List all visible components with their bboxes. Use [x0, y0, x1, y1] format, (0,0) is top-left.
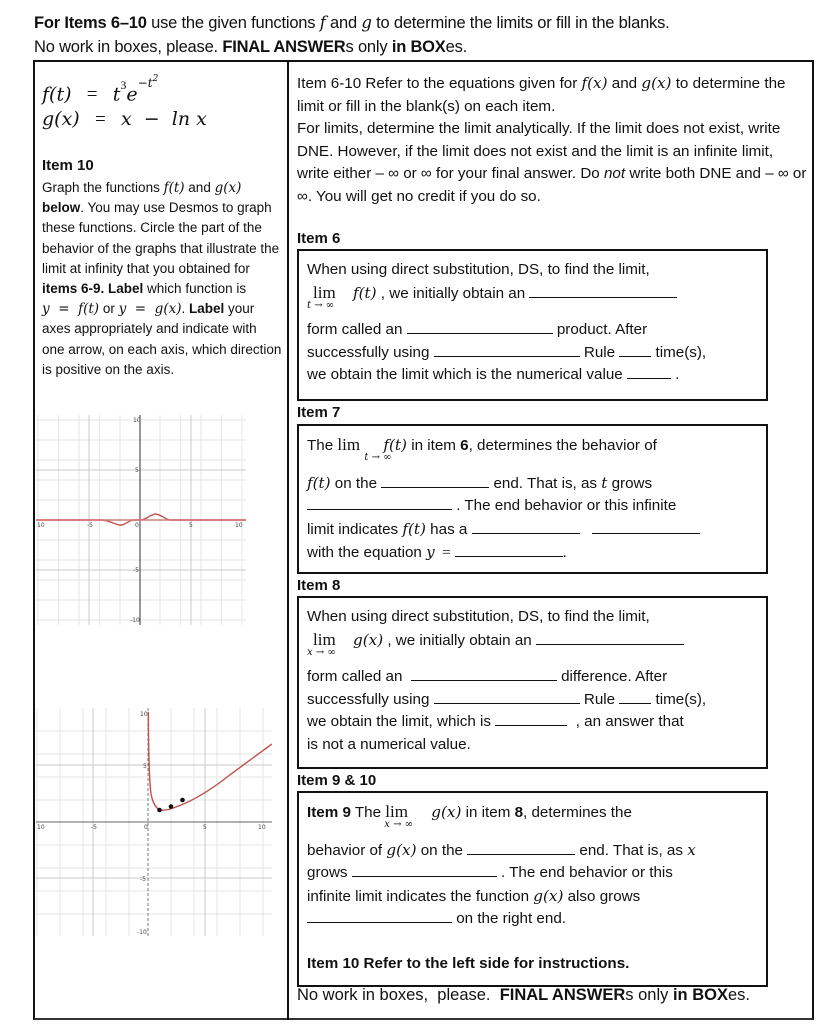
- math-text: 2: [152, 74, 159, 84]
- text: is not a numerical value.: [307, 735, 471, 753]
- blank-rule-name[interactable]: [434, 689, 580, 704]
- text: in item: [406, 437, 461, 454]
- text: time(s),: [651, 690, 707, 708]
- blank-times-count[interactable]: [619, 689, 651, 704]
- item9-10-title: Item 9 & 10: [297, 772, 377, 789]
- text: with the equation: [307, 544, 427, 561]
- header-text: s only: [345, 38, 392, 56]
- text: . You may use Desmos to graph these functions. Circle the part of the behavior of the graphs that illustrate the limit at infinity that you obtained for: [42, 200, 280, 276]
- column-divider: [287, 60, 289, 1020]
- function-g-definition: [42, 108, 207, 131]
- svg-text:0: 0: [135, 522, 139, 529]
- math-text: =: [434, 544, 455, 561]
- text: end. That is, as: [575, 841, 688, 859]
- item7-title: Item 7: [297, 404, 341, 421]
- text: on the right end.: [452, 910, 566, 927]
- item8-title: Item 8: [297, 577, 341, 594]
- text: product. After: [552, 321, 648, 338]
- blank-grows-direction[interactable]: [352, 862, 497, 877]
- svg-text:10: 10: [235, 522, 243, 529]
- text-bold: in BOX: [672, 986, 728, 1004]
- item6-title: Item 6: [297, 230, 341, 247]
- blank-function-grows[interactable]: [307, 908, 452, 923]
- math-text: f(x): [581, 74, 608, 92]
- text: es.: [727, 986, 750, 1004]
- text: and: [607, 75, 642, 92]
- math-text: t: [601, 473, 608, 492]
- math-text: e: [126, 83, 138, 106]
- text-line: [307, 862, 758, 885]
- text-line: [307, 908, 758, 931]
- text: write both DNE and – ∞ or ∞. You will get no credit if you do so.: [297, 165, 807, 205]
- items-intro-instructions: [297, 72, 809, 208]
- svg-text:10: 10: [37, 824, 45, 831]
- limit-subscript: [384, 820, 413, 830]
- text-bold: items 6-9. Label: [42, 281, 144, 297]
- math-text: t: [307, 299, 312, 311]
- text-line: [307, 342, 758, 365]
- function-f-definition: [42, 74, 159, 106]
- blank-limit-value[interactable]: [627, 364, 671, 379]
- text: , determines the behavior of: [468, 437, 657, 454]
- svg-text:-5: -5: [87, 522, 93, 529]
- text-bold: 8: [514, 804, 524, 821]
- lim-operator: lim: [313, 282, 336, 302]
- text: successfully using: [307, 690, 434, 708]
- math-text: → ∞: [389, 819, 413, 830]
- text-bold: below: [42, 200, 81, 216]
- item10-refer-note: Item 10 Refer to the left side for instructions.: [307, 954, 630, 972]
- text: s only: [625, 986, 673, 1004]
- svg-text:-5: -5: [133, 567, 139, 574]
- spacer: [307, 305, 758, 319]
- text: Graph the functions: [42, 180, 164, 195]
- text: behavior of: [307, 841, 387, 859]
- text-line: [307, 541, 758, 565]
- text-line: [307, 885, 758, 909]
- math-f: f: [319, 13, 326, 32]
- g-curve: [148, 712, 272, 810]
- svg-text:0: 0: [144, 824, 148, 831]
- math-text: f(t): [307, 473, 331, 492]
- math-text: =: [94, 109, 106, 130]
- text-line: [307, 472, 758, 496]
- math-text: g(x): [533, 886, 564, 905]
- spacer: [307, 652, 758, 666]
- header-text: es.: [445, 38, 468, 56]
- blank-end-side[interactable]: [381, 473, 489, 488]
- text: .: [670, 366, 680, 383]
- text: Rule: [579, 690, 620, 708]
- text: When using direct substitution, DS, to find the limit,: [307, 261, 650, 278]
- text: , we initially obtain an: [383, 631, 536, 649]
- text: limit indicates: [307, 520, 403, 538]
- header-text: and: [325, 14, 362, 32]
- header-items-range: For Items 6–10: [34, 14, 147, 32]
- text: on the: [330, 474, 382, 492]
- math-text: f(t): [402, 519, 426, 538]
- limit-expression: [307, 629, 353, 658]
- text: or: [99, 301, 119, 317]
- page-header: [34, 11, 824, 59]
- text-bold: Item 9: [307, 804, 351, 821]
- text: For limits, determine the limit analytically. If the limit does not exist, write DNE. However, if the limit does not exist and the limit is an infinite limit, write either – ∞ or ∞ for your final answer. Do: [297, 120, 781, 182]
- limit-subscript: [307, 301, 334, 311]
- limit-subscript: [364, 453, 391, 463]
- math-text: g(x): [42, 108, 80, 130]
- text: successfully using: [307, 343, 434, 361]
- text: in item: [461, 804, 515, 821]
- svg-text:-10: -10: [137, 929, 147, 936]
- text: end. That is, as: [489, 474, 602, 492]
- math-text: y = f(t): [42, 301, 100, 318]
- text: has a: [425, 520, 472, 538]
- item10-instructions: [42, 178, 282, 380]
- header-instructions: [34, 11, 824, 35]
- footer-final-answers-note: [297, 986, 750, 1005]
- item9-answer-box: [297, 791, 768, 987]
- math-text: f(t): [42, 83, 72, 106]
- math-text: t: [112, 83, 121, 106]
- text: form called an: [307, 321, 407, 338]
- text: Rule: [579, 343, 620, 361]
- math-text: → ∞: [368, 452, 392, 463]
- math-text: y = g(x): [118, 301, 182, 318]
- lim-operator: lim: [337, 435, 361, 454]
- text: When using direct substitution, DS, to find the limit,: [307, 608, 650, 625]
- text-bold: FINAL ANSWER: [499, 986, 626, 1004]
- math-text: x: [687, 840, 696, 859]
- text-bold: Label: [189, 301, 225, 317]
- graph-g-svg: [36, 708, 272, 936]
- math-text: f(t): [163, 180, 185, 196]
- math-exponent: [138, 76, 159, 90]
- item7-answer-box: [297, 424, 768, 574]
- text: . The end behavior or this infinite: [452, 497, 677, 514]
- text: infinite limit indicates the function: [307, 887, 534, 905]
- item10-title: Item 10: [42, 157, 94, 174]
- svg-text:5: 5: [143, 763, 147, 770]
- header-bold: in BOX: [391, 38, 446, 56]
- blank-asymptote-type-1[interactable]: [472, 519, 580, 534]
- item9-limit-line: [307, 801, 758, 830]
- text-bold: 6: [460, 437, 469, 454]
- math-text: −t: [137, 76, 153, 90]
- text-italic: not: [603, 165, 626, 182]
- math-text: g(x): [641, 74, 672, 92]
- math-text: x: [307, 646, 313, 658]
- text: , we initially obtain an: [376, 284, 530, 302]
- text: The: [307, 437, 338, 454]
- text: grows: [607, 474, 653, 492]
- text: we obtain the limit, which is: [307, 713, 496, 730]
- text: , an answer that: [567, 713, 684, 730]
- text: .: [181, 301, 189, 317]
- blank-limit-value[interactable]: [495, 711, 567, 726]
- item7-limit-line: [307, 434, 758, 463]
- text-line: [307, 319, 758, 342]
- svg-text:10: 10: [133, 417, 141, 424]
- blank-indeterminate-form[interactable]: [529, 283, 677, 298]
- item6-answer-box: [297, 249, 768, 401]
- svg-text:5: 5: [189, 522, 193, 529]
- svg-text:10: 10: [140, 711, 148, 718]
- lim-operator: lim: [313, 629, 336, 649]
- text: and: [184, 180, 215, 195]
- text-line: [307, 518, 758, 542]
- text-line: [307, 711, 758, 734]
- text: grows: [307, 864, 352, 881]
- svg-text:5: 5: [203, 824, 207, 831]
- blank-rule-name[interactable]: [434, 342, 580, 357]
- svg-text:-10: -10: [130, 617, 140, 624]
- svg-text:-5: -5: [91, 824, 97, 831]
- text: on the: [416, 841, 468, 859]
- text: form called an: [307, 668, 411, 685]
- limit-expression: [337, 434, 392, 463]
- math-text: =: [86, 84, 98, 106]
- math-text: g(x): [431, 803, 462, 821]
- graph-g-of-x: [36, 708, 272, 936]
- spacer: [307, 931, 758, 953]
- text: to determine the limit or fill in the blank(s) on each item.: [297, 75, 786, 115]
- header-bold: FINAL ANSWER: [222, 38, 346, 56]
- text-line: [307, 495, 758, 518]
- lim-operator: lim: [385, 802, 408, 821]
- math-text: y: [426, 543, 435, 561]
- blank-times-count[interactable]: [619, 342, 651, 357]
- math-text: x: [384, 819, 390, 830]
- item6-limit-line: [307, 282, 758, 311]
- text-line: [307, 666, 758, 689]
- text-line: [307, 689, 758, 712]
- blank-indeterminate-form[interactable]: [536, 630, 684, 645]
- text: time(s),: [651, 343, 707, 361]
- svg-text:10: 10: [258, 824, 266, 831]
- math-text: 3: [120, 78, 127, 92]
- text: we obtain the limit which is the numerical value: [307, 366, 627, 383]
- blank-asymptote-equation[interactable]: [455, 542, 563, 557]
- svg-text:10: 10: [37, 522, 45, 529]
- math-text: g(x): [386, 840, 417, 859]
- limit-subscript: [307, 648, 336, 658]
- math-g: g: [361, 13, 372, 32]
- svg-text:-5: -5: [140, 876, 146, 883]
- svg-text:5: 5: [135, 467, 139, 474]
- math-text: t: [364, 452, 369, 463]
- item8-answer-box: [297, 596, 768, 769]
- blank-end-side[interactable]: [467, 840, 575, 855]
- text: also grows: [563, 887, 641, 905]
- text: which function is: [143, 281, 247, 297]
- text-line: [307, 839, 758, 863]
- text: No work in boxes, please.: [297, 986, 500, 1004]
- limit-expression: [384, 801, 431, 830]
- text: , determines the: [523, 804, 632, 821]
- math-text: x − ln x: [120, 108, 207, 130]
- text: your axes appropriately and indicate with one arrow, on each axis, which direction is positive on the axis.: [42, 301, 282, 377]
- math-text: g(x): [353, 630, 384, 649]
- text-line: [307, 364, 758, 387]
- graph-f-of-t: [36, 415, 246, 625]
- spacer: [307, 825, 758, 839]
- limit-expression: [307, 282, 353, 311]
- header-text: to determine the limits or fill in the blanks.: [371, 14, 670, 32]
- blank-form-name[interactable]: [411, 666, 557, 681]
- math-text: f(t): [383, 436, 407, 454]
- text: . The end behavior or this: [496, 864, 673, 881]
- text: Item 6-10 Refer to the equations given for: [297, 75, 582, 92]
- math-text: f(t): [353, 283, 377, 302]
- header-final-answers-note: [34, 35, 824, 59]
- tick-labels: [37, 711, 266, 936]
- math-text: → ∞: [311, 299, 335, 311]
- text: .: [562, 544, 567, 561]
- header-text: use the given functions: [146, 14, 320, 32]
- graph-f-svg: [36, 415, 246, 625]
- blank-grows-direction[interactable]: [307, 495, 452, 510]
- math-text: → ∞: [312, 646, 336, 658]
- text: difference. After: [556, 668, 668, 685]
- text: The: [350, 804, 386, 821]
- header-text: No work in boxes, please.: [34, 38, 223, 56]
- item8-limit-line: [307, 629, 758, 658]
- math-text: g(x): [214, 180, 242, 196]
- blank-form-name[interactable]: [407, 319, 553, 334]
- blank-asymptote-type-2[interactable]: [592, 519, 700, 534]
